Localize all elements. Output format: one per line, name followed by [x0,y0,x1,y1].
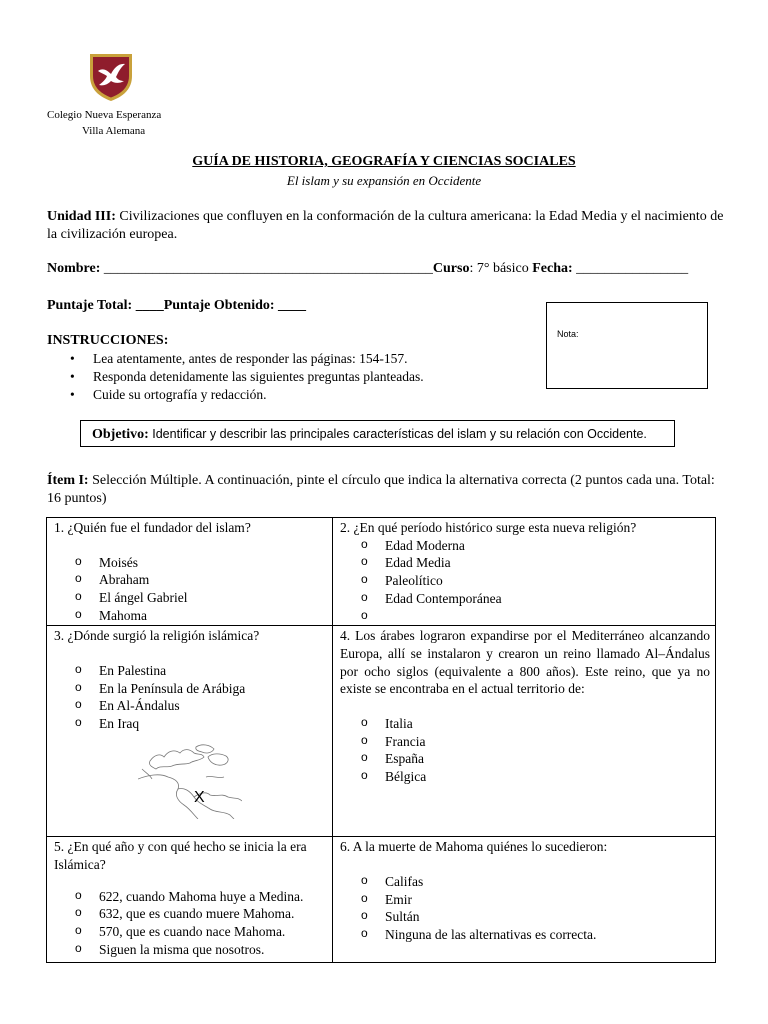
unit-description [47,208,727,244]
puntaje-total-label: Puntaje Total: [47,298,133,313]
question-text: 5. ¿En qué año y con qué hecho se inicia la era Islámica? [54,839,307,872]
instruction-item: • Cuide su ortografía y redacción. [70,386,424,404]
answer-option[interactable]: o Paleolítico [340,572,710,590]
question-cell [47,518,333,626]
question-text: 1. ¿Quién fue el fundador del islam? [54,520,251,535]
unit-text: Civilizaciones que confluyen en la conformación de la cultura americana: la Edad Media y el nacimiento de la civilización europea. [47,209,724,242]
answer-option[interactable]: o España [340,750,710,768]
answer-option[interactable]: o En la Península de Arábiga [54,680,327,698]
instructions-title: INSTRUCCIONES: [47,333,169,348]
question-text: 3. ¿Dónde surgió la religión islámica? [54,628,260,644]
answer-option[interactable]: o En Al-Ándalus [54,697,327,715]
arabia-map-image [138,739,242,819]
school-name: Colegio Nueva Esperanza [47,109,162,121]
answer-option[interactable]: o 622, cuando Mahoma huye a Medina. [54,888,327,906]
fecha-label: Fecha: [532,261,573,276]
answer-option[interactable]: o Francia [340,733,710,751]
page-title: GUÍA DE HISTORIA, GEOGRAFÍA Y CIENCIAS SOCIALES [192,154,576,169]
puntaje-total-field[interactable]: ____ [132,298,164,313]
curso-value: : 7° básico [469,261,533,276]
objective-box [80,420,675,447]
puntaje-obtenido-label: Puntaje Obtenido: [163,298,275,313]
answer-option[interactable]: o El ángel Gabriel [54,589,327,607]
question-cell [333,518,716,626]
question-cell [47,837,333,963]
answer-option-empty[interactable] [340,608,710,626]
nombre-field[interactable]: _______________________________________________ [100,261,433,276]
answer-option[interactable]: o Edad Media [340,554,710,572]
answer-option[interactable]: o Emir [340,891,710,909]
answer-option[interactable]: o 570, que es cuando nace Mahoma. [54,923,327,941]
map-marker: X [194,788,205,806]
instruction-item: • Responda detenidamente las siguientes preguntas planteadas. [70,368,424,386]
questions-table [46,517,716,963]
answer-option[interactable]: o Edad Contemporánea [340,590,710,608]
answer-option[interactable]: o Siguen la misma que nosotros. [54,941,327,959]
answer-option[interactable]: o 632, que es cuando muere Mahoma. [54,905,327,923]
question-cell [47,626,333,837]
page-subtitle: El islam y su expansión en Occidente [286,173,482,188]
answer-option[interactable]: o Moisés [54,554,327,572]
answer-option[interactable]: o Edad Moderna [340,537,710,555]
answer-option[interactable]: o En Palestina [54,662,327,680]
student-info-line [47,261,737,277]
grade-box[interactable] [546,302,708,389]
objective-text: Identificar y describir las principales características del islam y su relación con Occidente. [148,427,647,441]
answer-option[interactable]: o Abraham [54,571,327,589]
answer-option[interactable]: o Ninguna de las alternativas es correcta. [340,926,710,944]
question-text: 4. Los árabes lograron expandirse por el Mediterráneo alcanzando Europa, allí se instalaron y crearon un reino llamado Al–Ándalus por ocho siglos (equivalente a 800 años). Este reino, que ya no existe se encontraba en el actual territorio de: [340,628,710,697]
question-cell [333,626,716,837]
grade-label: Nota: [557,329,579,339]
fecha-field[interactable]: ________________ [572,261,689,276]
answer-option[interactable]: o Califas [340,873,710,891]
answer-option[interactable]: o Mahoma [54,607,327,625]
answer-option[interactable]: o Sultán [340,908,710,926]
question-cell [333,837,716,963]
item-label: Ítem I: [47,473,89,488]
answer-option[interactable]: o En Iraq [54,715,327,733]
answer-option[interactable]: o Italia [340,715,710,733]
curso-label: Curso [432,261,470,276]
instruction-item: • Lea atentamente, antes de responder las páginas: 154-157. [70,350,424,368]
question-text: 6. A la muerte de Mahoma quiénes lo sucedieron: [340,839,608,855]
nombre-label: Nombre: [47,261,101,276]
question-text: 2. ¿En qué período histórico surge esta nueva religión? [340,520,637,535]
school-city: Villa Alemana [82,125,146,137]
objective-label: Objetivo: [92,427,149,442]
score-line [47,298,306,314]
unit-label: Unidad III: [47,209,116,224]
puntaje-obtenido-field[interactable]: ____ [274,298,307,313]
answer-option[interactable]: o Bélgica [340,768,710,786]
item-instructions [47,472,727,508]
item-text: Selección Múltiple. A continuación, pinte el círculo que indica la alternativa correcta (2 puntos cada una. Total: 16 puntos) [47,473,715,506]
school-crest-logo [88,52,134,102]
instructions-list [70,350,424,404]
